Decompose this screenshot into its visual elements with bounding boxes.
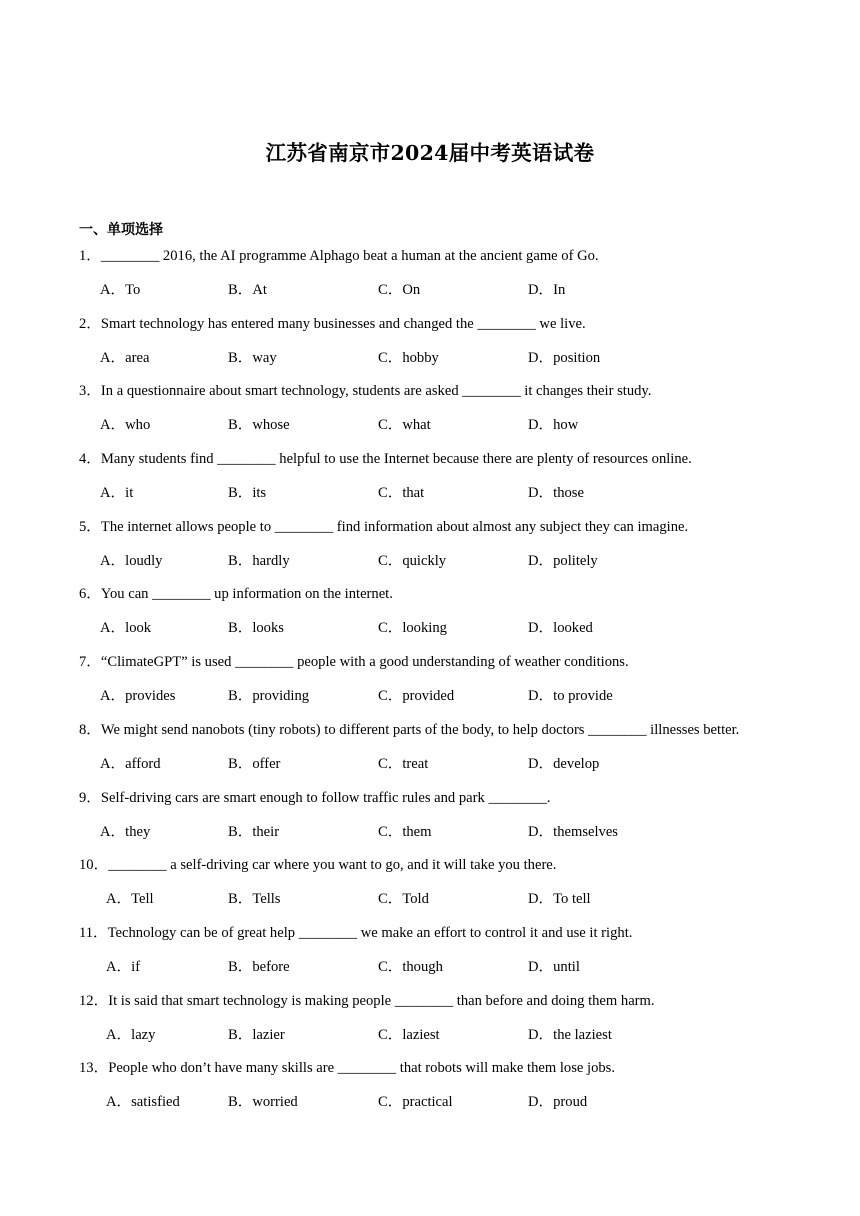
question-item [79, 314, 854, 382]
answer-option-c: C．though [378, 958, 443, 975]
question-stem [79, 991, 655, 1011]
answer-option-c: C．that [378, 485, 425, 502]
answer-option-b: B．hardly [228, 552, 290, 569]
answer-option-b: B．their [228, 823, 280, 840]
question-list [79, 246, 854, 1126]
answer-option-c: C．what [378, 417, 431, 434]
question-text: ________ a self-driving car where you want to go, and it will take you there. [108, 857, 557, 874]
answer-option-a: A．they [100, 823, 151, 840]
answer-option-d: D．those [528, 485, 584, 502]
question-text: We might send nanobots (tiny robots) to different parts of the body, to help doctors ________ illnesses better. [100, 721, 740, 738]
answer-option-a: A．loudly [100, 552, 163, 569]
question-item [79, 923, 854, 991]
answer-option-a: A．area [100, 349, 150, 366]
question-text: “ClimateGPT” is used ________ people with a good understanding of weather conditions. [100, 654, 629, 671]
answer-option-d: D．to provide [528, 688, 613, 705]
answer-option-a: A．To [100, 282, 141, 298]
question-number: 3． [79, 383, 101, 400]
question-item [79, 584, 854, 652]
answer-option-d: D．the laziest [528, 1026, 612, 1043]
question-item [79, 991, 854, 1059]
answer-option-d: D．looked [528, 620, 593, 637]
question-number: 4． [79, 451, 101, 468]
question-item [79, 246, 854, 314]
question-stem [79, 788, 550, 808]
question-item [79, 1058, 854, 1126]
page-title: 江苏省南京市2024届中考英语试卷 [265, 141, 595, 165]
question-text: In a questionnaire about smart technology, students are asked ________ it changes their study. [100, 383, 652, 400]
answer-option-a: A．provides [100, 688, 176, 705]
answer-option-b: B．Tells [228, 891, 281, 908]
question-stem [79, 720, 739, 740]
question-text: Smart technology has entered many businesses and changed the ________ we live. [100, 315, 586, 332]
question-number: 8． [79, 721, 101, 738]
question-number: 9． [79, 789, 101, 806]
question-text: People who don’t have many skills are ________ that robots will make them lose jobs. [108, 1060, 615, 1077]
answer-option-c: C．practical [378, 1094, 453, 1111]
question-text: Self-driving cars are smart enough to follow traffic rules and park ________. [100, 789, 551, 806]
question-stem [79, 314, 586, 334]
question-number: 11． [79, 924, 108, 941]
answer-option-c: C．treat [378, 755, 429, 772]
answer-option-d: D．how [528, 417, 579, 434]
answer-option-a: A．who [100, 417, 151, 434]
answer-option-b: B．looks [228, 620, 284, 637]
question-number: 7． [79, 654, 101, 671]
answer-option-b: B．before [228, 958, 290, 975]
question-stem [79, 652, 629, 672]
question-number: 1． [79, 248, 101, 264]
question-stem [79, 246, 599, 266]
question-item [79, 381, 854, 449]
answer-option-d: D．politely [528, 552, 598, 569]
question-item [79, 788, 854, 856]
question-text: The internet allows people to ________ find information about almost any subject they can imagine. [100, 518, 689, 535]
answer-option-c: C．them [378, 823, 432, 840]
question-stem [79, 381, 651, 401]
answer-option-b: B．At [228, 282, 267, 298]
question-stem [79, 923, 632, 943]
answer-option-a: A．satisfied [106, 1094, 180, 1111]
question-text: You can ________ up information on the internet. [100, 586, 393, 603]
answer-option-b: B．way [228, 349, 277, 366]
answer-option-d: D．In [528, 282, 566, 298]
answer-option-a: A．look [100, 620, 152, 637]
question-stem [79, 449, 692, 469]
question-number: 12． [79, 992, 109, 1009]
question-number: 2． [79, 315, 101, 332]
question-item [79, 449, 854, 517]
answer-option-c: C．looking [378, 620, 447, 637]
answer-option-d: D．until [528, 958, 580, 975]
answer-option-b: B．worried [228, 1094, 298, 1111]
question-stem [79, 1058, 615, 1078]
question-item [79, 855, 854, 923]
question-text: ________ 2016, the AI programme Alphago beat a human at the ancient game of Go. [100, 248, 599, 264]
answer-option-b: B．providing [228, 688, 310, 705]
answer-option-c: C．hobby [378, 349, 439, 366]
answer-option-d: D．proud [528, 1094, 588, 1111]
answer-option-b: B．lazier [228, 1026, 285, 1043]
question-stem [79, 584, 393, 604]
question-number: 10． [79, 857, 109, 874]
answer-option-d: D．develop [528, 755, 600, 772]
question-number: 5． [79, 518, 101, 535]
answer-option-c: C．provided [378, 688, 455, 705]
question-stem [79, 517, 688, 537]
section-heading: 一、单项选择 [79, 222, 163, 238]
answer-option-a: A．lazy [106, 1026, 156, 1043]
answer-option-c: C．laziest [378, 1026, 440, 1043]
answer-option-b: B．offer [228, 755, 281, 772]
question-text: Many students find ________ helpful to use the Internet because there are plenty of resources online. [100, 451, 692, 468]
answer-option-d: D．themselves [528, 823, 618, 840]
question-stem [79, 855, 556, 875]
question-item [79, 652, 854, 720]
answer-option-a: A．if [106, 958, 141, 975]
question-item [79, 517, 854, 585]
question-text: Technology can be of great help ________ we make an effort to control it and use it right. [107, 924, 633, 941]
answer-option-b: B．whose [228, 417, 290, 434]
question-number: 13． [79, 1060, 109, 1077]
question-number: 6． [79, 586, 101, 603]
question-text: It is said that smart technology is making people ________ than before and doing them harm. [108, 992, 655, 1009]
answer-option-c: C．Told [378, 891, 429, 908]
answer-option-a: A．afford [100, 755, 161, 772]
answer-option-c: C．On [378, 282, 421, 298]
answer-option-d: D．To tell [528, 891, 591, 908]
answer-option-c: C．quickly [378, 552, 447, 569]
question-item [79, 720, 854, 788]
answer-option-b: B．its [228, 485, 267, 502]
answer-option-a: A．it [100, 485, 134, 502]
answer-option-d: D．position [528, 349, 601, 366]
answer-option-a: A．Tell [106, 891, 154, 908]
